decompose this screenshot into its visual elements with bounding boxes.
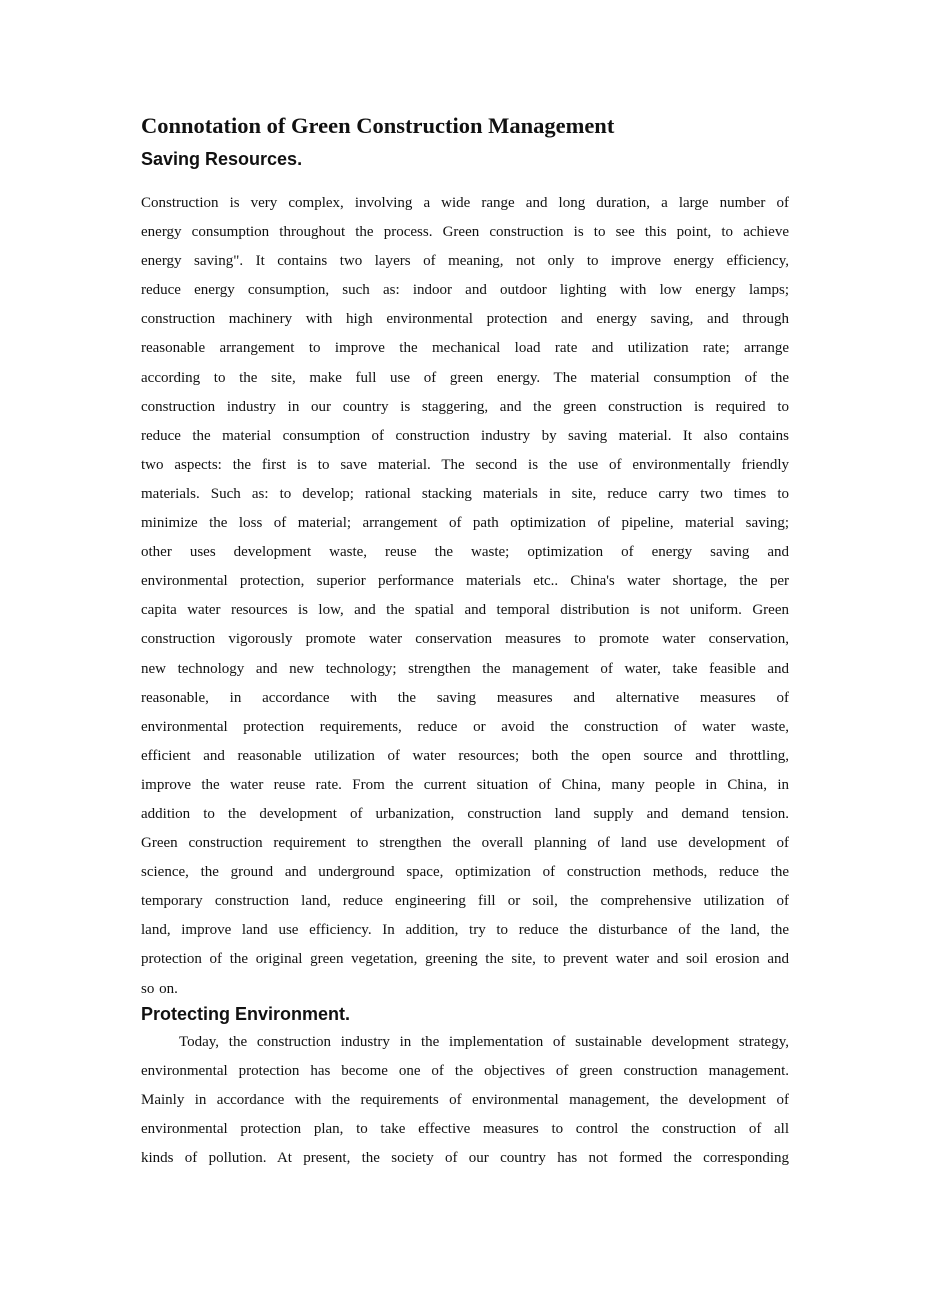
text-line: kinds of pollution. At present, the society of our country has not formed the corresponding xyxy=(141,1150,789,1166)
text-line: Construction is very complex, involving a wide range and long duration, a large number of xyxy=(141,195,789,211)
text-line: so on. xyxy=(141,980,178,997)
text-line: other uses development waste, reuse the waste; optimization of energy saving and xyxy=(141,544,789,561)
text-line: science, the ground and underground space, optimization of construction methods, reduce the xyxy=(141,864,789,881)
text-line: two aspects: the first is to save material. The second is the use of environmentally friendly xyxy=(141,456,789,473)
section-heading-saving-resources: Saving Resources. xyxy=(141,149,303,169)
text-line: new technology and new technology; strengthen the management of water, take feasible and xyxy=(141,660,789,677)
text-line: environmental protection plan, to take effective measures to control the construction of all xyxy=(141,1120,789,1137)
text-line: materials. Such as: to develop; rational stacking materials in site, reduce carry two times to xyxy=(141,485,789,502)
text-line: protection of the original green vegetation, greening the site, to prevent water and soil erosion and xyxy=(141,951,789,968)
text-line: efficient and reasonable utilization of water resources; both the open source and throttling, xyxy=(141,747,789,764)
text-line: energy consumption throughout the process. Green construction is to see this point, to achieve xyxy=(141,224,789,241)
text-line: reduce the material consumption of construction industry by saving material. It also contains xyxy=(141,427,789,444)
text-line: improve the water reuse rate. From the current situation of China, many people in China, in xyxy=(141,776,789,793)
text-line: minimize the loss of material; arrangement of path optimization of pipeline, material saving; xyxy=(141,515,789,532)
text-line: Green construction requirement to strengthen the overall planning of land use development of xyxy=(141,835,789,852)
text-line: construction industry in our country is staggering, and the green construction is required to xyxy=(141,398,789,415)
text-line: reasonable, in accordance with the saving measures and alternative measures of xyxy=(141,689,789,706)
text-line: reduce energy consumption, such as: indoor and outdoor lighting with low energy lamps; xyxy=(141,282,789,299)
document-content xyxy=(141,112,789,1173)
text-line: Today, the construction industry in the implementation of sustainable development strategy, xyxy=(179,1033,789,1050)
text-line: construction vigorously promote water conservation measures to promote water conservation, xyxy=(141,631,789,648)
text-line: land, improve land use efficiency. In addition, try to reduce the disturbance of the land, the xyxy=(141,922,789,939)
text-line: capita water resources is low, and the spatial and temporal distribution is not uniform. Green xyxy=(141,602,789,619)
text-line: reasonable arrangement to improve the mechanical load rate and utilization rate; arrange xyxy=(141,340,789,357)
text-line: construction machinery with high environmental protection and energy saving, and through xyxy=(141,311,789,328)
text-line: according to the site, make full use of green energy. The material consumption of the xyxy=(141,369,789,386)
text-line: addition to the development of urbanization, construction land supply and demand tension. xyxy=(141,805,789,822)
text-line: energy saving". It contains two layers of meaning, not only to improve energy efficiency, xyxy=(141,253,789,270)
text-line: environmental protection requirements, reduce or avoid the construction of water waste, xyxy=(141,718,789,735)
text-line: environmental protection has become one of the objectives of green construction management. xyxy=(141,1062,789,1079)
text-line: Mainly in accordance with the requirements of environmental management, the development of xyxy=(141,1091,789,1108)
page-title: Connotation of Green Construction Management xyxy=(141,113,615,138)
text-line: temporary construction land, reduce engineering fill or soil, the comprehensive utilization of xyxy=(141,893,789,910)
paragraph-saving-resources xyxy=(141,189,789,1004)
text-line: environmental protection, superior performance materials etc.. China's water shortage, the per xyxy=(141,573,789,590)
section-heading-protecting-environment: Protecting Environment. xyxy=(141,1003,351,1024)
paragraph-protecting-environment xyxy=(141,1028,789,1173)
